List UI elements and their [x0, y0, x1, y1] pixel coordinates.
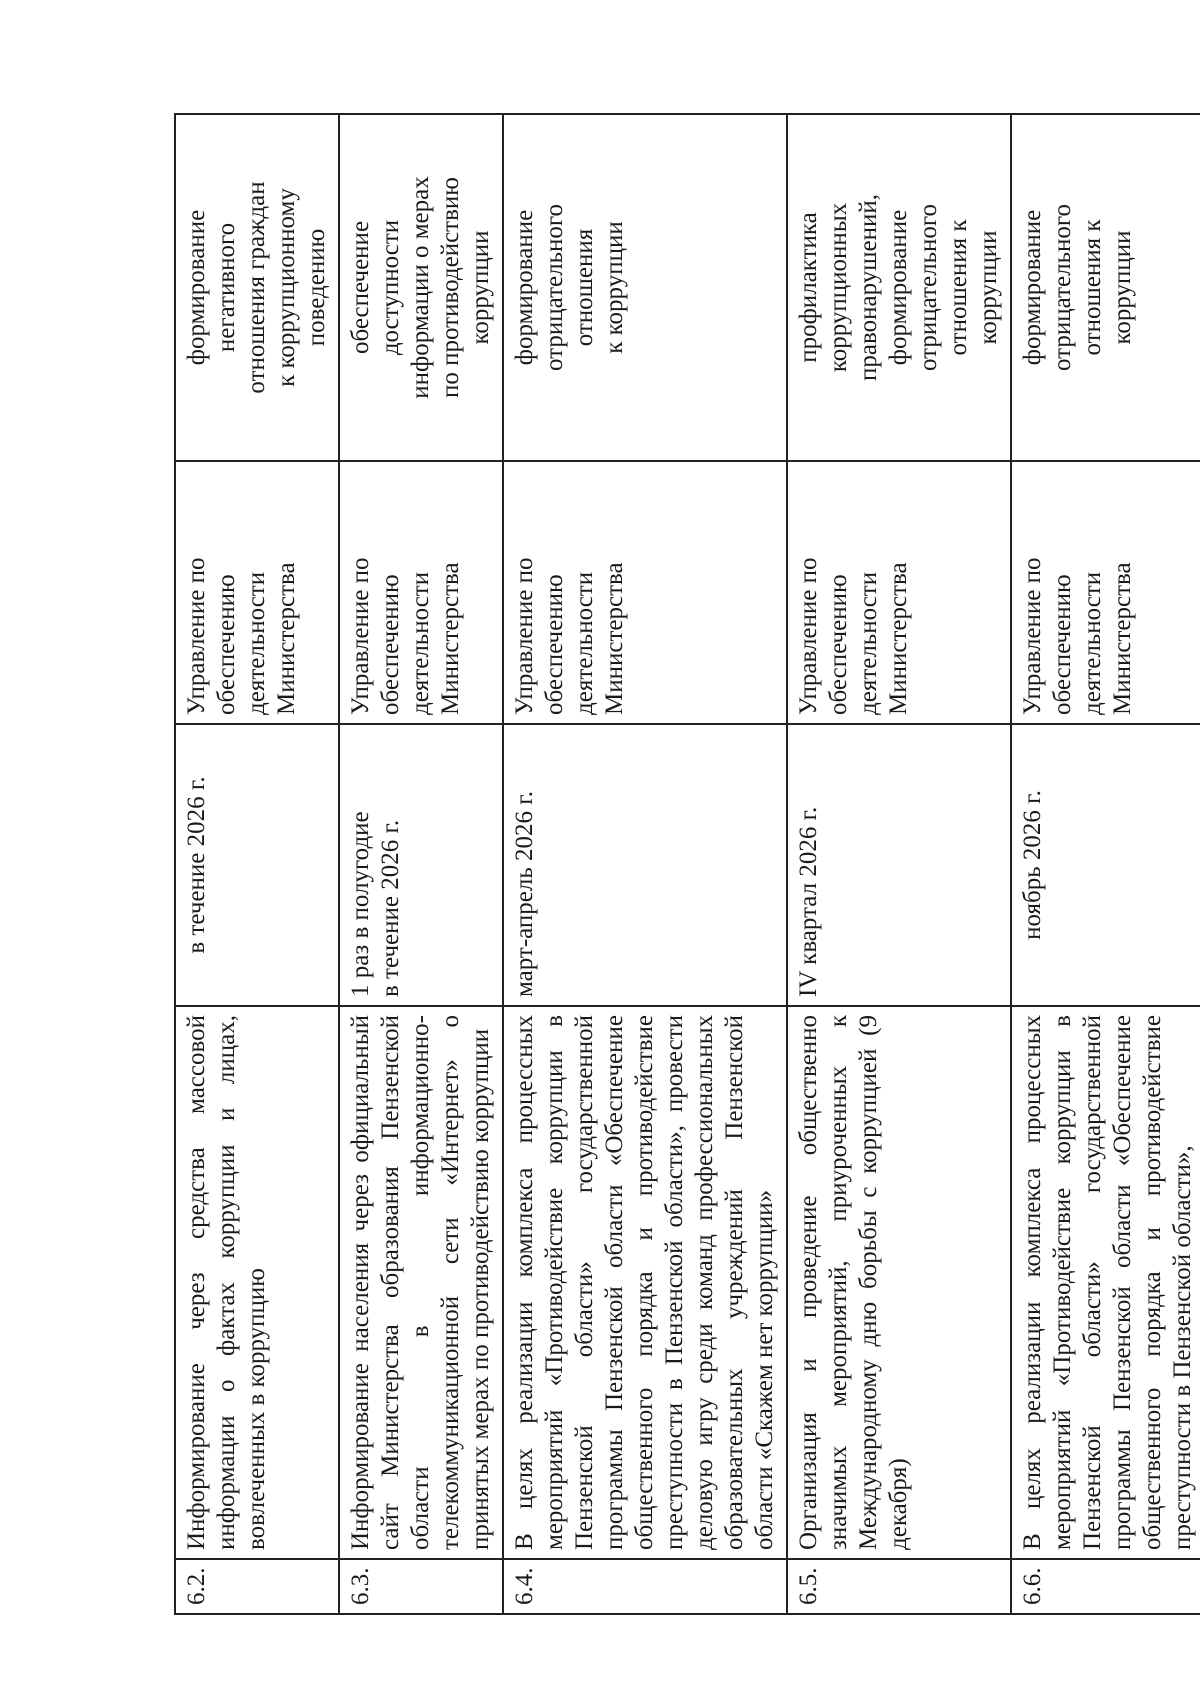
table-row	[787, 114, 1011, 1614]
row-number: 6.2.	[175, 1559, 339, 1614]
row-number: 6.5.	[787, 1559, 1011, 1614]
row-result: обеспечение доступности информации о мерах по противодействию коррупции	[339, 114, 503, 461]
table-row	[503, 114, 787, 1614]
table-row	[339, 114, 503, 1614]
row-result: формирование отрицательного отношения к коррупции	[1011, 114, 1200, 461]
row-description: В целях реализации комплекса процессных мероприятий «Противодействие коррупции в Пензенской области» государственной программы Пензенской области «Обеспечение общественного порядка и противодействие преступности в Пензенской области»,	[1011, 1006, 1200, 1559]
row-number: 6.3.	[339, 1559, 503, 1614]
table-row	[175, 114, 339, 1614]
row-responsible: Управление по обеспечению деятельности Министерства	[339, 461, 503, 724]
row-term: 1 раз в полугодие в течение 2026 г.	[339, 724, 503, 1006]
row-description: В целях реализации комплекса процессных мероприятий «Противодействие коррупции в Пензенской области» государственной программы Пензенской области «Обеспечение общественного порядка и противодействие преступности в Пензенской области», провести деловую игру среди команд профессиональных образовательных учреждений Пензенской области «Скажем нет коррупции»	[503, 1006, 787, 1559]
row-description: Информирование через средства массовой информации о фактах коррупции и лицах, вовлеченных в коррупцию	[175, 1006, 339, 1559]
row-term: в течение 2026 г.	[175, 724, 339, 1006]
row-result: профилактика коррупционных правонарушений, формирование отрицательного отношения к коррупции	[787, 114, 1011, 461]
table-row	[1011, 114, 1200, 1614]
row-term: ноябрь 2026 г.	[1011, 724, 1200, 1006]
row-term: март-апрель 2026 г.	[503, 724, 787, 1006]
row-term: IV квартал 2026 г.	[787, 724, 1011, 1006]
row-result: формирование негативного отношения граждан к коррупционному поведению	[175, 114, 339, 461]
row-responsible: Управление по обеспечению деятельности Министерства	[1011, 461, 1200, 724]
row-description: Организация и проведение общественно значимых мероприятий, приуроченных к Международному дню борьбы с коррупцией (9 декабря)	[787, 1006, 1011, 1559]
rotated-page	[174, 115, 1196, 1615]
row-responsible: Управление по обеспечению деятельности Министерства	[787, 461, 1011, 724]
row-number: 6.4.	[503, 1559, 787, 1614]
row-responsible: Управление по обеспечению деятельности Министерства	[175, 461, 339, 724]
row-responsible: Управление по обеспечению деятельности Министерства	[503, 461, 787, 724]
row-number: 6.6.	[1011, 1559, 1200, 1614]
measures-table	[174, 113, 1200, 1615]
row-result: формирование отрицательного отношения к коррупции	[503, 114, 787, 461]
row-description: Информирование населения через официальный сайт Министерства образования Пензенской области в информационно-телекоммуникационной сети «Интернет» о принятых мерах по противодействию коррупции	[339, 1006, 503, 1559]
